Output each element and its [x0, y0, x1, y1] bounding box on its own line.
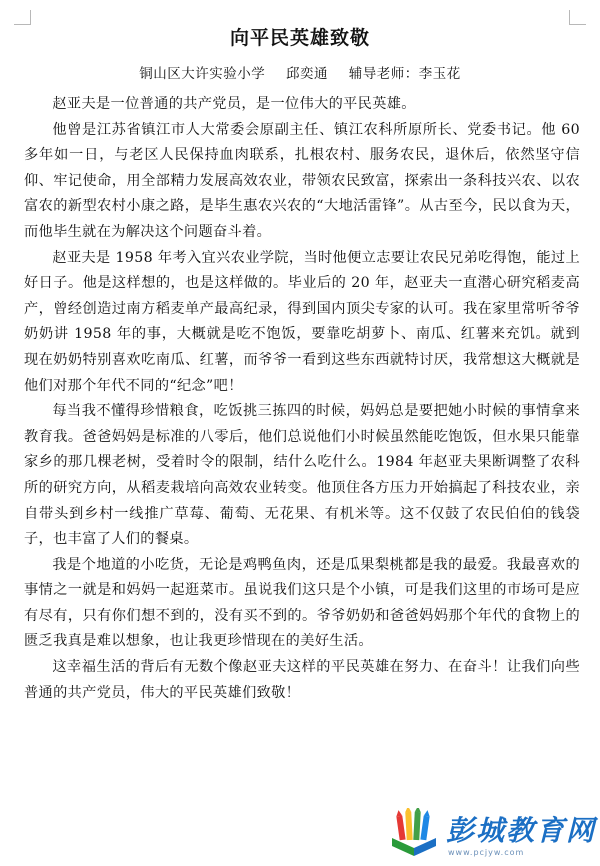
paragraph: 赵亚夫是一位普通的共产党员，是一位伟大的平民英雄。	[52, 96, 416, 112]
watermark-name: 彭城教育网	[446, 814, 597, 847]
byline-teacher: 辅导老师：李玉花	[348, 66, 461, 82]
byline-school: 铜山区大许实验小学	[139, 66, 266, 82]
crop-mark-top-left	[14, 10, 31, 25]
paragraph: 每当我不懂得珍惜粮食，吃饭挑三拣四的时候，妈妈总是要把她小时候的事情拿来教育我。爸爸妈妈是标准的八零后，他们总说他们小时候虽然能吃饱饭，但水果只能靠家乡的那几棵老树，受着时令的限制，结什么吃什么。1984 年赵亚夫果断调整了农科所的研究方向，从稻麦栽培向高效农业转变。他顶住各方压力开始搞起了科技农业，亲自带头到乡村一线推广草莓、葡萄、无花果、有机米等。这不仅鼓了农民伯伯的钱袋子，也丰富了人们的餐桌。	[24, 403, 580, 548]
byline-author: 邱奕通	[286, 66, 328, 82]
paragraph: 我是个地道的小吃货，无论是鸡鸭鱼肉，还是瓜果梨桃都是我的最爱。我最喜欢的事情之一就是和妈妈一起逛菜市。虽说我们这只是个小镇，可是我们这里的市场可是应有尽有，只有你们想不到的，没有买不到的。爷爷奶奶和爸爸妈妈那个年代的食物上的匮乏我真是难以想象，也让我更珍惜现在的美好生活。	[24, 556, 580, 650]
crop-mark-top-right	[569, 10, 586, 25]
paragraph: 他曾是江苏省镇江市人大常委会原副主任、镇江农科所原所长、党委书记。他 60 多年如一日，与老区人民保持血肉联系，扎根农村、服务农民，退休后，依然坚守信仰、牢记使命，用全部精力发展高效农业，带领农民致富，探索出一条科技兴农、以农富农的新型农村小康之路，是毕生惠农兴农的“大地活雷锋”。从古至今，民以食为天，而他毕生就在为解决这个问题奋斗着。	[24, 121, 580, 240]
pencil-book-logo-icon	[388, 808, 444, 858]
document-body	[24, 92, 580, 706]
paragraph: 赵亚夫是 1958 年考入宜兴农业学院，当时他便立志要让农民兄弟吃得饱，能过上好日子。他是这样想的，也是这样做的。毕业后的 20 年，赵亚夫一直潜心研究稻麦高产，曾经创造过南方稻麦单产最高纪录，得到国内顶尖专家的认可。我在家里常听爷爷奶奶讲 1958 年的事，大概就是吃不饱饭，要靠吃胡萝卜、南瓜、红薯来充饥。就到现在奶奶特别喜欢吃南瓜、红薯，而爷爷一看到这些东西就特讨厌，我常想这大概就是他们对那个年代不同的“纪念”吧！	[24, 249, 580, 394]
document-title: 向平民英雄致敬	[229, 27, 370, 49]
paragraph: 这幸福生活的背后有无数个像赵亚夫这样的平民英雄在努力、在奋斗！让我们向些普通的共产党员，伟大的平民英雄们致敬！	[24, 659, 580, 701]
watermark-logo	[388, 808, 598, 858]
byline	[0, 64, 600, 84]
watermark-url: www.pcjyw.com	[448, 848, 525, 857]
